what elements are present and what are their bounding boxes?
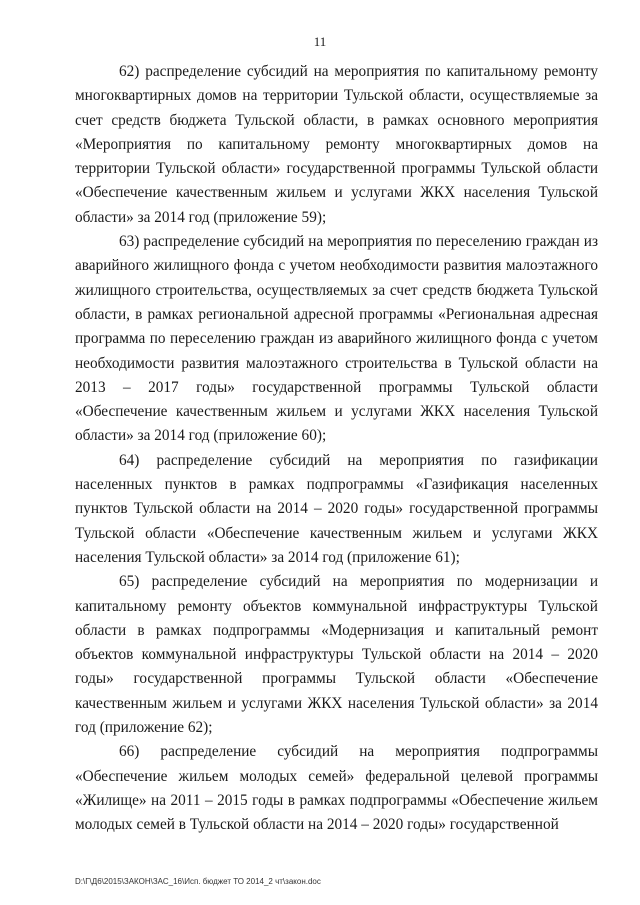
paragraph-item-65: 65) распределение субсидий на мероприятия по модернизации и капитальному ремонту объектов коммунальной инфраструктуры Тульской области в рамках подпрограммы «Модернизация и капитальный ремонт объектов коммунальной инфраструктуры Тульской области на 2014 – 2020 годы» государственной программы Тульской области «Обеспечение качественным жильем и услугами ЖКХ населения Тульской области» за 2014 год (приложение 62); xyxy=(75,573,598,737)
page-number: 11 xyxy=(313,34,327,49)
document-body xyxy=(75,60,598,838)
file-path-footer: D:\Г\Д6\2015\ЗАКОН\ЗАС_16\Исп. бюджет ТО 2014_2 чт\закон.doc xyxy=(75,877,321,886)
paragraph-item-66: 66) распределение субсидий на мероприятия подпрограммы «Обеспечение жильем молодых семей» федеральной целевой программы «Жилище» на 2011 – 2015 годы в рамках подпрограммы «Обеспечение жильем молодых семей в Тульской области на 2014 – 2020 годы» государственной xyxy=(75,743,598,834)
paragraph-item-64: 64) распределение субсидий на мероприятия по газификации населенных пунктов в рамках подпрограммы «Газификация населенных пунктов Тульской области на 2014 – 2020 годы» государственной программы Тульской области «Обеспечение качественным жильем и услугами ЖКХ населения Тульской области» за 2014 год (приложение 61); xyxy=(75,451,598,566)
paragraph-item-63: 63) распределение субсидий на мероприятия по переселению граждан из аварийного жилищного фонда с учетом необходимости развития малоэтажного жилищного строительства, осуществляемых за счет средств бюджета Тульской области, в рамках региональной адресной программы «Региональная адресная программа по переселению граждан из аварийного жилищного фонда с учетом необходимости развития малоэтажного строительства в Тульской области на 2013 – 2017 годы» государственной программы Тульской области «Обеспечение качественным жильем и услугами ЖКХ населения Тульской области» за 2014 год (приложение 60); xyxy=(75,233,598,445)
paragraph-item-62: 62) распределение субсидий на мероприятия по капитальному ремонту многоквартирных домов на территории Тульской области, осуществляемые за счет средств бюджета Тульской области, в рамках основного мероприятия «Мероприятия по капитальному ремонту многоквартирных домов на территории Тульской области» государственной программы Тульской области «Обеспечение качественным жильем и услугами ЖКХ населения Тульской области» за 2014 год (приложение 59); xyxy=(75,63,598,226)
